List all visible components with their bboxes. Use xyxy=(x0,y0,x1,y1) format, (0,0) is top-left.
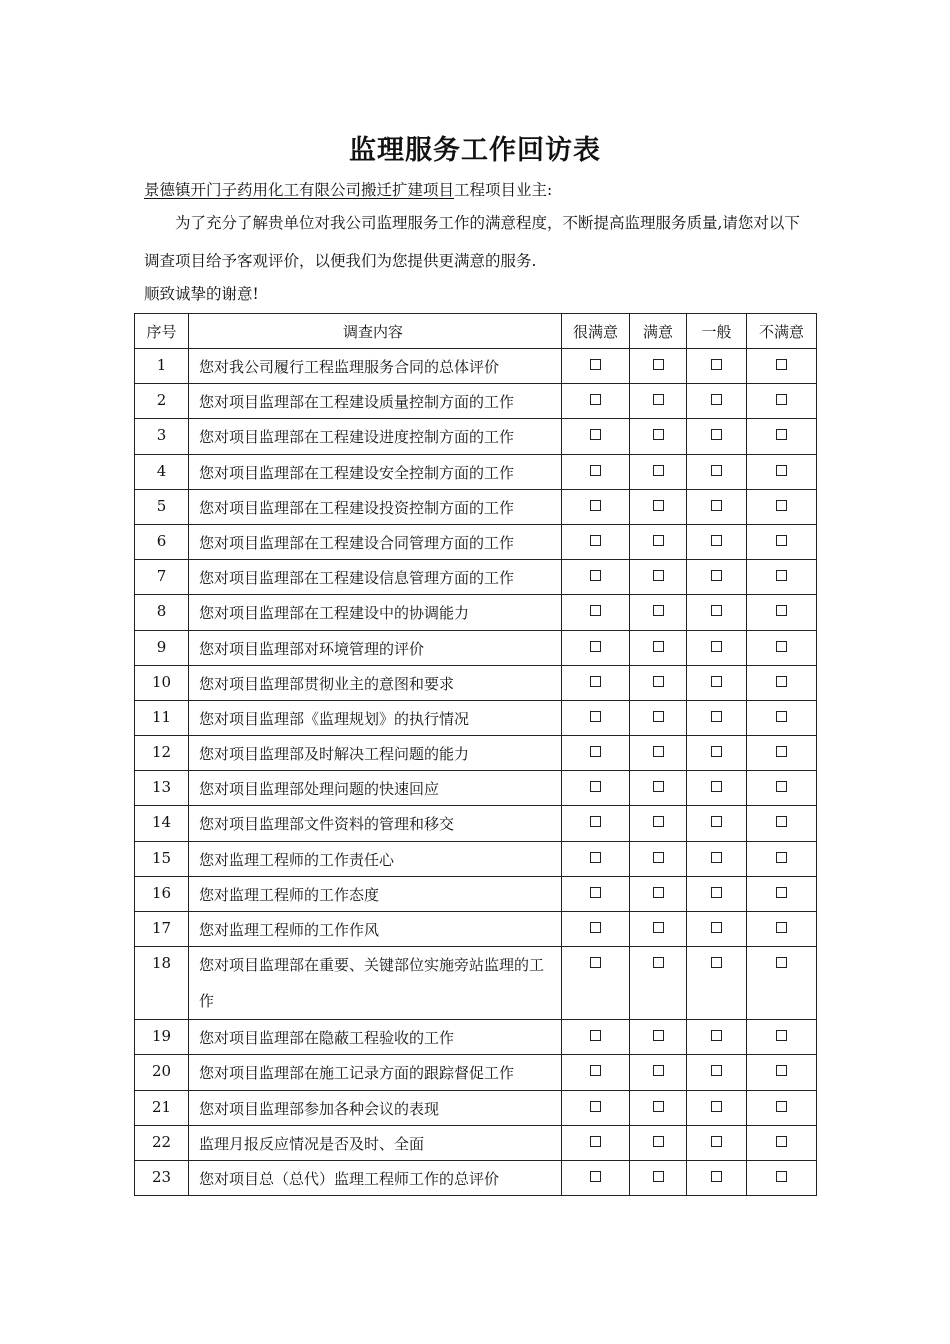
option-cell-average xyxy=(687,947,747,1020)
option-cell-average xyxy=(687,595,747,630)
checkbox-unsatisfied[interactable] xyxy=(776,1065,787,1076)
checkbox-unsatisfied[interactable] xyxy=(776,922,787,933)
checkbox-average[interactable] xyxy=(711,1136,722,1147)
option-cell-satisfied xyxy=(630,665,687,700)
checkbox-satisfied[interactable] xyxy=(653,1101,664,1112)
row-number: 23 xyxy=(135,1160,189,1195)
option-cell-very-satisfied xyxy=(562,700,630,735)
header-unsatisfied: 不满意 xyxy=(747,314,817,349)
checkbox-average[interactable] xyxy=(711,570,722,581)
option-cell-average xyxy=(687,1055,747,1090)
row-number: 8 xyxy=(135,595,189,630)
row-number: 11 xyxy=(135,700,189,735)
option-cell-unsatisfied xyxy=(747,384,817,419)
table-row xyxy=(135,454,817,489)
table-row xyxy=(135,700,817,735)
option-cell-unsatisfied xyxy=(747,876,817,911)
option-cell-unsatisfied xyxy=(747,349,817,384)
option-cell-unsatisfied xyxy=(747,841,817,876)
checkbox-very-satisfied[interactable] xyxy=(590,711,601,722)
option-cell-unsatisfied xyxy=(747,524,817,559)
option-cell-very-satisfied xyxy=(562,876,630,911)
table-row xyxy=(135,1090,817,1125)
option-cell-satisfied xyxy=(630,806,687,841)
checkbox-average[interactable] xyxy=(711,957,722,968)
option-cell-average xyxy=(687,771,747,806)
option-cell-unsatisfied xyxy=(747,595,817,630)
option-cell-satisfied xyxy=(630,349,687,384)
option-cell-average xyxy=(687,560,747,595)
option-cell-unsatisfied xyxy=(747,560,817,595)
checkbox-average[interactable] xyxy=(711,816,722,827)
option-cell-satisfied xyxy=(630,876,687,911)
option-cell-average xyxy=(687,630,747,665)
checkbox-unsatisfied[interactable] xyxy=(776,816,787,827)
checkbox-satisfied[interactable] xyxy=(653,1136,664,1147)
checkbox-satisfied[interactable] xyxy=(653,887,664,898)
checkbox-very-satisfied[interactable] xyxy=(590,500,601,511)
checkbox-very-satisfied[interactable] xyxy=(590,1030,601,1041)
checkbox-unsatisfied[interactable] xyxy=(776,676,787,687)
checkbox-very-satisfied[interactable] xyxy=(590,605,601,616)
row-number: 16 xyxy=(135,876,189,911)
checkbox-unsatisfied[interactable] xyxy=(776,852,787,863)
option-cell-very-satisfied xyxy=(562,454,630,489)
option-cell-average xyxy=(687,700,747,735)
checkbox-very-satisfied[interactable] xyxy=(590,746,601,757)
checkbox-satisfied[interactable] xyxy=(653,1171,664,1182)
header-average: 一般 xyxy=(687,314,747,349)
row-number: 3 xyxy=(135,419,189,454)
option-cell-satisfied xyxy=(630,1090,687,1125)
checkbox-average[interactable] xyxy=(711,641,722,652)
checkbox-satisfied[interactable] xyxy=(653,676,664,687)
checkbox-average[interactable] xyxy=(711,429,722,440)
page-title: 监理服务工作回访表 xyxy=(349,135,601,166)
row-content: 监理月报反应情况是否及时、全面 xyxy=(189,1125,562,1160)
row-content: 您对项目监理部在工程建设投资控制方面的工作 xyxy=(189,489,562,524)
table-row xyxy=(135,665,817,700)
checkbox-very-satisfied[interactable] xyxy=(590,1065,601,1076)
row-content: 您对项目监理部在重要、关键部位实施旁站监理的工作 xyxy=(189,947,562,1020)
table-row xyxy=(135,1160,817,1195)
option-cell-unsatisfied xyxy=(747,1125,817,1160)
option-cell-very-satisfied xyxy=(562,560,630,595)
option-cell-unsatisfied xyxy=(747,1055,817,1090)
option-cell-very-satisfied xyxy=(562,1090,630,1125)
table-row xyxy=(135,876,817,911)
option-cell-very-satisfied xyxy=(562,736,630,771)
row-number: 9 xyxy=(135,630,189,665)
table-row xyxy=(135,841,817,876)
option-cell-unsatisfied xyxy=(747,419,817,454)
checkbox-very-satisfied[interactable] xyxy=(590,359,601,370)
table-row xyxy=(135,736,817,771)
option-cell-unsatisfied xyxy=(747,947,817,1020)
row-number: 2 xyxy=(135,384,189,419)
option-cell-average xyxy=(687,736,747,771)
row-content: 您对监理工程师的工作作风 xyxy=(189,912,562,947)
checkbox-very-satisfied[interactable] xyxy=(590,535,601,546)
option-cell-unsatisfied xyxy=(747,630,817,665)
intro-paragraph: 为了充分了解贵单位对我公司监理服务工作的满意程度，不断提高监理服务质量,请您对以下调查项目给予客观评价，以便我们为您提供更满意的服务. xyxy=(144,214,800,270)
table-row xyxy=(135,524,817,559)
row-content: 您对项目监理部在隐蔽工程验收的工作 xyxy=(189,1020,562,1055)
table-header-row xyxy=(135,314,817,349)
checkbox-average[interactable] xyxy=(711,394,722,405)
option-cell-satisfied xyxy=(630,524,687,559)
row-content: 您对项目监理部在工程建设安全控制方面的工作 xyxy=(189,454,562,489)
option-cell-average xyxy=(687,349,747,384)
option-cell-average xyxy=(687,841,747,876)
option-cell-average xyxy=(687,524,747,559)
checkbox-average[interactable] xyxy=(711,1030,722,1041)
row-content: 您对项目监理部在工程建设进度控制方面的工作 xyxy=(189,419,562,454)
row-number: 7 xyxy=(135,560,189,595)
table-row xyxy=(135,1055,817,1090)
checkbox-satisfied[interactable] xyxy=(653,957,664,968)
recipient-company: 景德镇开门子药用化工有限公司搬迁扩建项目 xyxy=(144,181,455,199)
checkbox-average[interactable] xyxy=(711,887,722,898)
row-content: 您对监理工程师的工作态度 xyxy=(189,876,562,911)
checkbox-unsatisfied[interactable] xyxy=(776,746,787,757)
row-content: 您对项目监理部处理问题的快速回应 xyxy=(189,771,562,806)
checkbox-satisfied[interactable] xyxy=(653,816,664,827)
row-content: 您对项目监理部贯彻业主的意图和要求 xyxy=(189,665,562,700)
option-cell-unsatisfied xyxy=(747,771,817,806)
option-cell-very-satisfied xyxy=(562,1125,630,1160)
table-row xyxy=(135,771,817,806)
option-cell-very-satisfied xyxy=(562,595,630,630)
checkbox-average[interactable] xyxy=(711,922,722,933)
option-cell-average xyxy=(687,665,747,700)
header-number: 序号 xyxy=(135,314,189,349)
row-content: 您对项目监理部《监理规划》的执行情况 xyxy=(189,700,562,735)
checkbox-average[interactable] xyxy=(711,781,722,792)
checkbox-average[interactable] xyxy=(711,535,722,546)
option-cell-average xyxy=(687,384,747,419)
option-cell-very-satisfied xyxy=(562,841,630,876)
row-number: 13 xyxy=(135,771,189,806)
option-cell-satisfied xyxy=(630,1160,687,1195)
option-cell-unsatisfied xyxy=(747,736,817,771)
option-cell-satisfied xyxy=(630,1055,687,1090)
checkbox-unsatisfied[interactable] xyxy=(776,570,787,581)
row-content: 您对项目监理部在工程建设质量控制方面的工作 xyxy=(189,384,562,419)
row-number: 6 xyxy=(135,524,189,559)
option-cell-very-satisfied xyxy=(562,771,630,806)
option-cell-unsatisfied xyxy=(747,454,817,489)
checkbox-unsatisfied[interactable] xyxy=(776,394,787,405)
table-row xyxy=(135,419,817,454)
table-row xyxy=(135,1125,817,1160)
checkbox-unsatisfied[interactable] xyxy=(776,500,787,511)
option-cell-satisfied xyxy=(630,736,687,771)
checkbox-unsatisfied[interactable] xyxy=(776,605,787,616)
option-cell-average xyxy=(687,876,747,911)
checkbox-very-satisfied[interactable] xyxy=(590,1171,601,1182)
checkbox-very-satisfied[interactable] xyxy=(590,957,601,968)
row-number: 17 xyxy=(135,912,189,947)
checkbox-unsatisfied[interactable] xyxy=(776,957,787,968)
row-number: 20 xyxy=(135,1055,189,1090)
option-cell-very-satisfied xyxy=(562,489,630,524)
checkbox-satisfied[interactable] xyxy=(653,605,664,616)
checkbox-satisfied[interactable] xyxy=(653,641,664,652)
option-cell-unsatisfied xyxy=(747,1090,817,1125)
table-row xyxy=(135,806,817,841)
row-content: 您对项目监理部及时解决工程问题的能力 xyxy=(189,736,562,771)
checkbox-average[interactable] xyxy=(711,605,722,616)
row-number: 18 xyxy=(135,947,189,1020)
checkbox-satisfied[interactable] xyxy=(653,429,664,440)
table-row xyxy=(135,560,817,595)
row-content: 您对项目监理部对环境管理的评价 xyxy=(189,630,562,665)
checkbox-average[interactable] xyxy=(711,359,722,370)
option-cell-satisfied xyxy=(630,700,687,735)
checkbox-very-satisfied[interactable] xyxy=(590,465,601,476)
row-content: 您对项目监理部参加各种会议的表现 xyxy=(189,1090,562,1125)
checkbox-unsatisfied[interactable] xyxy=(776,781,787,792)
table-row xyxy=(135,349,817,384)
checkbox-satisfied[interactable] xyxy=(653,1065,664,1076)
checkbox-average[interactable] xyxy=(711,711,722,722)
checkbox-satisfied[interactable] xyxy=(653,922,664,933)
checkbox-unsatisfied[interactable] xyxy=(776,1030,787,1041)
recipient-line xyxy=(144,180,552,200)
checkbox-average[interactable] xyxy=(711,1171,722,1182)
row-number: 21 xyxy=(135,1090,189,1125)
option-cell-unsatisfied xyxy=(747,665,817,700)
option-cell-unsatisfied xyxy=(747,1160,817,1195)
checkbox-unsatisfied[interactable] xyxy=(776,1171,787,1182)
option-cell-very-satisfied xyxy=(562,419,630,454)
checkbox-very-satisfied[interactable] xyxy=(590,887,601,898)
checkbox-satisfied[interactable] xyxy=(653,359,664,370)
option-cell-very-satisfied xyxy=(562,1055,630,1090)
option-cell-very-satisfied xyxy=(562,912,630,947)
table-row xyxy=(135,912,817,947)
header-content: 调查内容 xyxy=(189,314,562,349)
checkbox-satisfied[interactable] xyxy=(653,394,664,405)
option-cell-satisfied xyxy=(630,560,687,595)
checkbox-satisfied[interactable] xyxy=(653,746,664,757)
row-number: 14 xyxy=(135,806,189,841)
checkbox-very-satisfied[interactable] xyxy=(590,1101,601,1112)
survey-rows xyxy=(135,349,817,1196)
row-content: 您对项目监理部在工程建设合同管理方面的工作 xyxy=(189,524,562,559)
checkbox-average[interactable] xyxy=(711,746,722,757)
checkbox-very-satisfied[interactable] xyxy=(590,922,601,933)
option-cell-very-satisfied xyxy=(562,1020,630,1055)
checkbox-average[interactable] xyxy=(711,500,722,511)
checkbox-average[interactable] xyxy=(711,1101,722,1112)
option-cell-satisfied xyxy=(630,841,687,876)
table-row xyxy=(135,630,817,665)
option-cell-average xyxy=(687,454,747,489)
header-very-satisfied: 很满意 xyxy=(562,314,630,349)
checkbox-very-satisfied[interactable] xyxy=(590,570,601,581)
option-cell-average xyxy=(687,489,747,524)
row-content: 您对监理工程师的工作责任心 xyxy=(189,841,562,876)
recipient-suffix: 工程项目业主: xyxy=(454,181,553,199)
row-number: 4 xyxy=(135,454,189,489)
table-row xyxy=(135,384,817,419)
row-number: 22 xyxy=(135,1125,189,1160)
option-cell-satisfied xyxy=(630,419,687,454)
checkbox-unsatisfied[interactable] xyxy=(776,429,787,440)
option-cell-average xyxy=(687,806,747,841)
row-content: 您对项目监理部在施工记录方面的跟踪督促工作 xyxy=(189,1055,562,1090)
row-number: 19 xyxy=(135,1020,189,1055)
option-cell-satisfied xyxy=(630,1020,687,1055)
checkbox-satisfied[interactable] xyxy=(653,500,664,511)
option-cell-unsatisfied xyxy=(747,1020,817,1055)
option-cell-very-satisfied xyxy=(562,384,630,419)
row-content: 您对项目总（总代）监理工程师工作的总评价 xyxy=(189,1160,562,1195)
header-satisfied: 满意 xyxy=(630,314,687,349)
option-cell-average xyxy=(687,1020,747,1055)
checkbox-average[interactable] xyxy=(711,1065,722,1076)
checkbox-unsatisfied[interactable] xyxy=(776,1101,787,1112)
row-number: 15 xyxy=(135,841,189,876)
checkbox-satisfied[interactable] xyxy=(653,781,664,792)
checkbox-very-satisfied[interactable] xyxy=(590,852,601,863)
row-content: 您对我公司履行工程监理服务合同的总体评价 xyxy=(189,349,562,384)
option-cell-satisfied xyxy=(630,912,687,947)
checkbox-satisfied[interactable] xyxy=(653,465,664,476)
row-number: 5 xyxy=(135,489,189,524)
checkbox-unsatisfied[interactable] xyxy=(776,641,787,652)
option-cell-average xyxy=(687,1160,747,1195)
option-cell-very-satisfied xyxy=(562,947,630,1020)
checkbox-very-satisfied[interactable] xyxy=(590,676,601,687)
checkbox-unsatisfied[interactable] xyxy=(776,711,787,722)
option-cell-satisfied xyxy=(630,489,687,524)
checkbox-satisfied[interactable] xyxy=(653,852,664,863)
option-cell-average xyxy=(687,419,747,454)
option-cell-unsatisfied xyxy=(747,489,817,524)
checkbox-average[interactable] xyxy=(711,852,722,863)
option-cell-very-satisfied xyxy=(562,806,630,841)
closing-line: 顺致诚挚的谢意! xyxy=(144,285,259,303)
option-cell-very-satisfied xyxy=(562,1160,630,1195)
checkbox-very-satisfied[interactable] xyxy=(590,781,601,792)
option-cell-very-satisfied xyxy=(562,665,630,700)
option-cell-very-satisfied xyxy=(562,524,630,559)
option-cell-satisfied xyxy=(630,454,687,489)
checkbox-unsatisfied[interactable] xyxy=(776,359,787,370)
checkbox-unsatisfied[interactable] xyxy=(776,1136,787,1147)
checkbox-satisfied[interactable] xyxy=(653,570,664,581)
table-row xyxy=(135,595,817,630)
table-row xyxy=(135,947,817,1020)
option-cell-unsatisfied xyxy=(747,700,817,735)
table-row xyxy=(135,1020,817,1055)
checkbox-average[interactable] xyxy=(711,676,722,687)
option-cell-very-satisfied xyxy=(562,630,630,665)
survey-table xyxy=(134,313,817,1196)
option-cell-satisfied xyxy=(630,595,687,630)
option-cell-satisfied xyxy=(630,1125,687,1160)
checkbox-unsatisfied[interactable] xyxy=(776,535,787,546)
checkbox-very-satisfied[interactable] xyxy=(590,1136,601,1147)
checkbox-very-satisfied[interactable] xyxy=(590,641,601,652)
checkbox-average[interactable] xyxy=(711,465,722,476)
checkbox-unsatisfied[interactable] xyxy=(776,465,787,476)
row-number: 1 xyxy=(135,349,189,384)
option-cell-average xyxy=(687,1090,747,1125)
checkbox-satisfied[interactable] xyxy=(653,1030,664,1041)
table-row xyxy=(135,489,817,524)
row-content: 您对项目监理部文件资料的管理和移交 xyxy=(189,806,562,841)
checkbox-satisfied[interactable] xyxy=(653,535,664,546)
option-cell-unsatisfied xyxy=(747,912,817,947)
checkbox-very-satisfied[interactable] xyxy=(590,394,601,405)
row-number: 12 xyxy=(135,736,189,771)
checkbox-unsatisfied[interactable] xyxy=(776,887,787,898)
option-cell-average xyxy=(687,912,747,947)
option-cell-average xyxy=(687,1125,747,1160)
checkbox-very-satisfied[interactable] xyxy=(590,429,601,440)
option-cell-satisfied xyxy=(630,630,687,665)
checkbox-very-satisfied[interactable] xyxy=(590,816,601,827)
option-cell-satisfied xyxy=(630,947,687,1020)
option-cell-satisfied xyxy=(630,384,687,419)
option-cell-very-satisfied xyxy=(562,349,630,384)
row-content: 您对项目监理部在工程建设中的协调能力 xyxy=(189,595,562,630)
option-cell-satisfied xyxy=(630,771,687,806)
option-cell-unsatisfied xyxy=(747,806,817,841)
row-content: 您对项目监理部在工程建设信息管理方面的工作 xyxy=(189,560,562,595)
checkbox-satisfied[interactable] xyxy=(653,711,664,722)
row-number: 10 xyxy=(135,665,189,700)
